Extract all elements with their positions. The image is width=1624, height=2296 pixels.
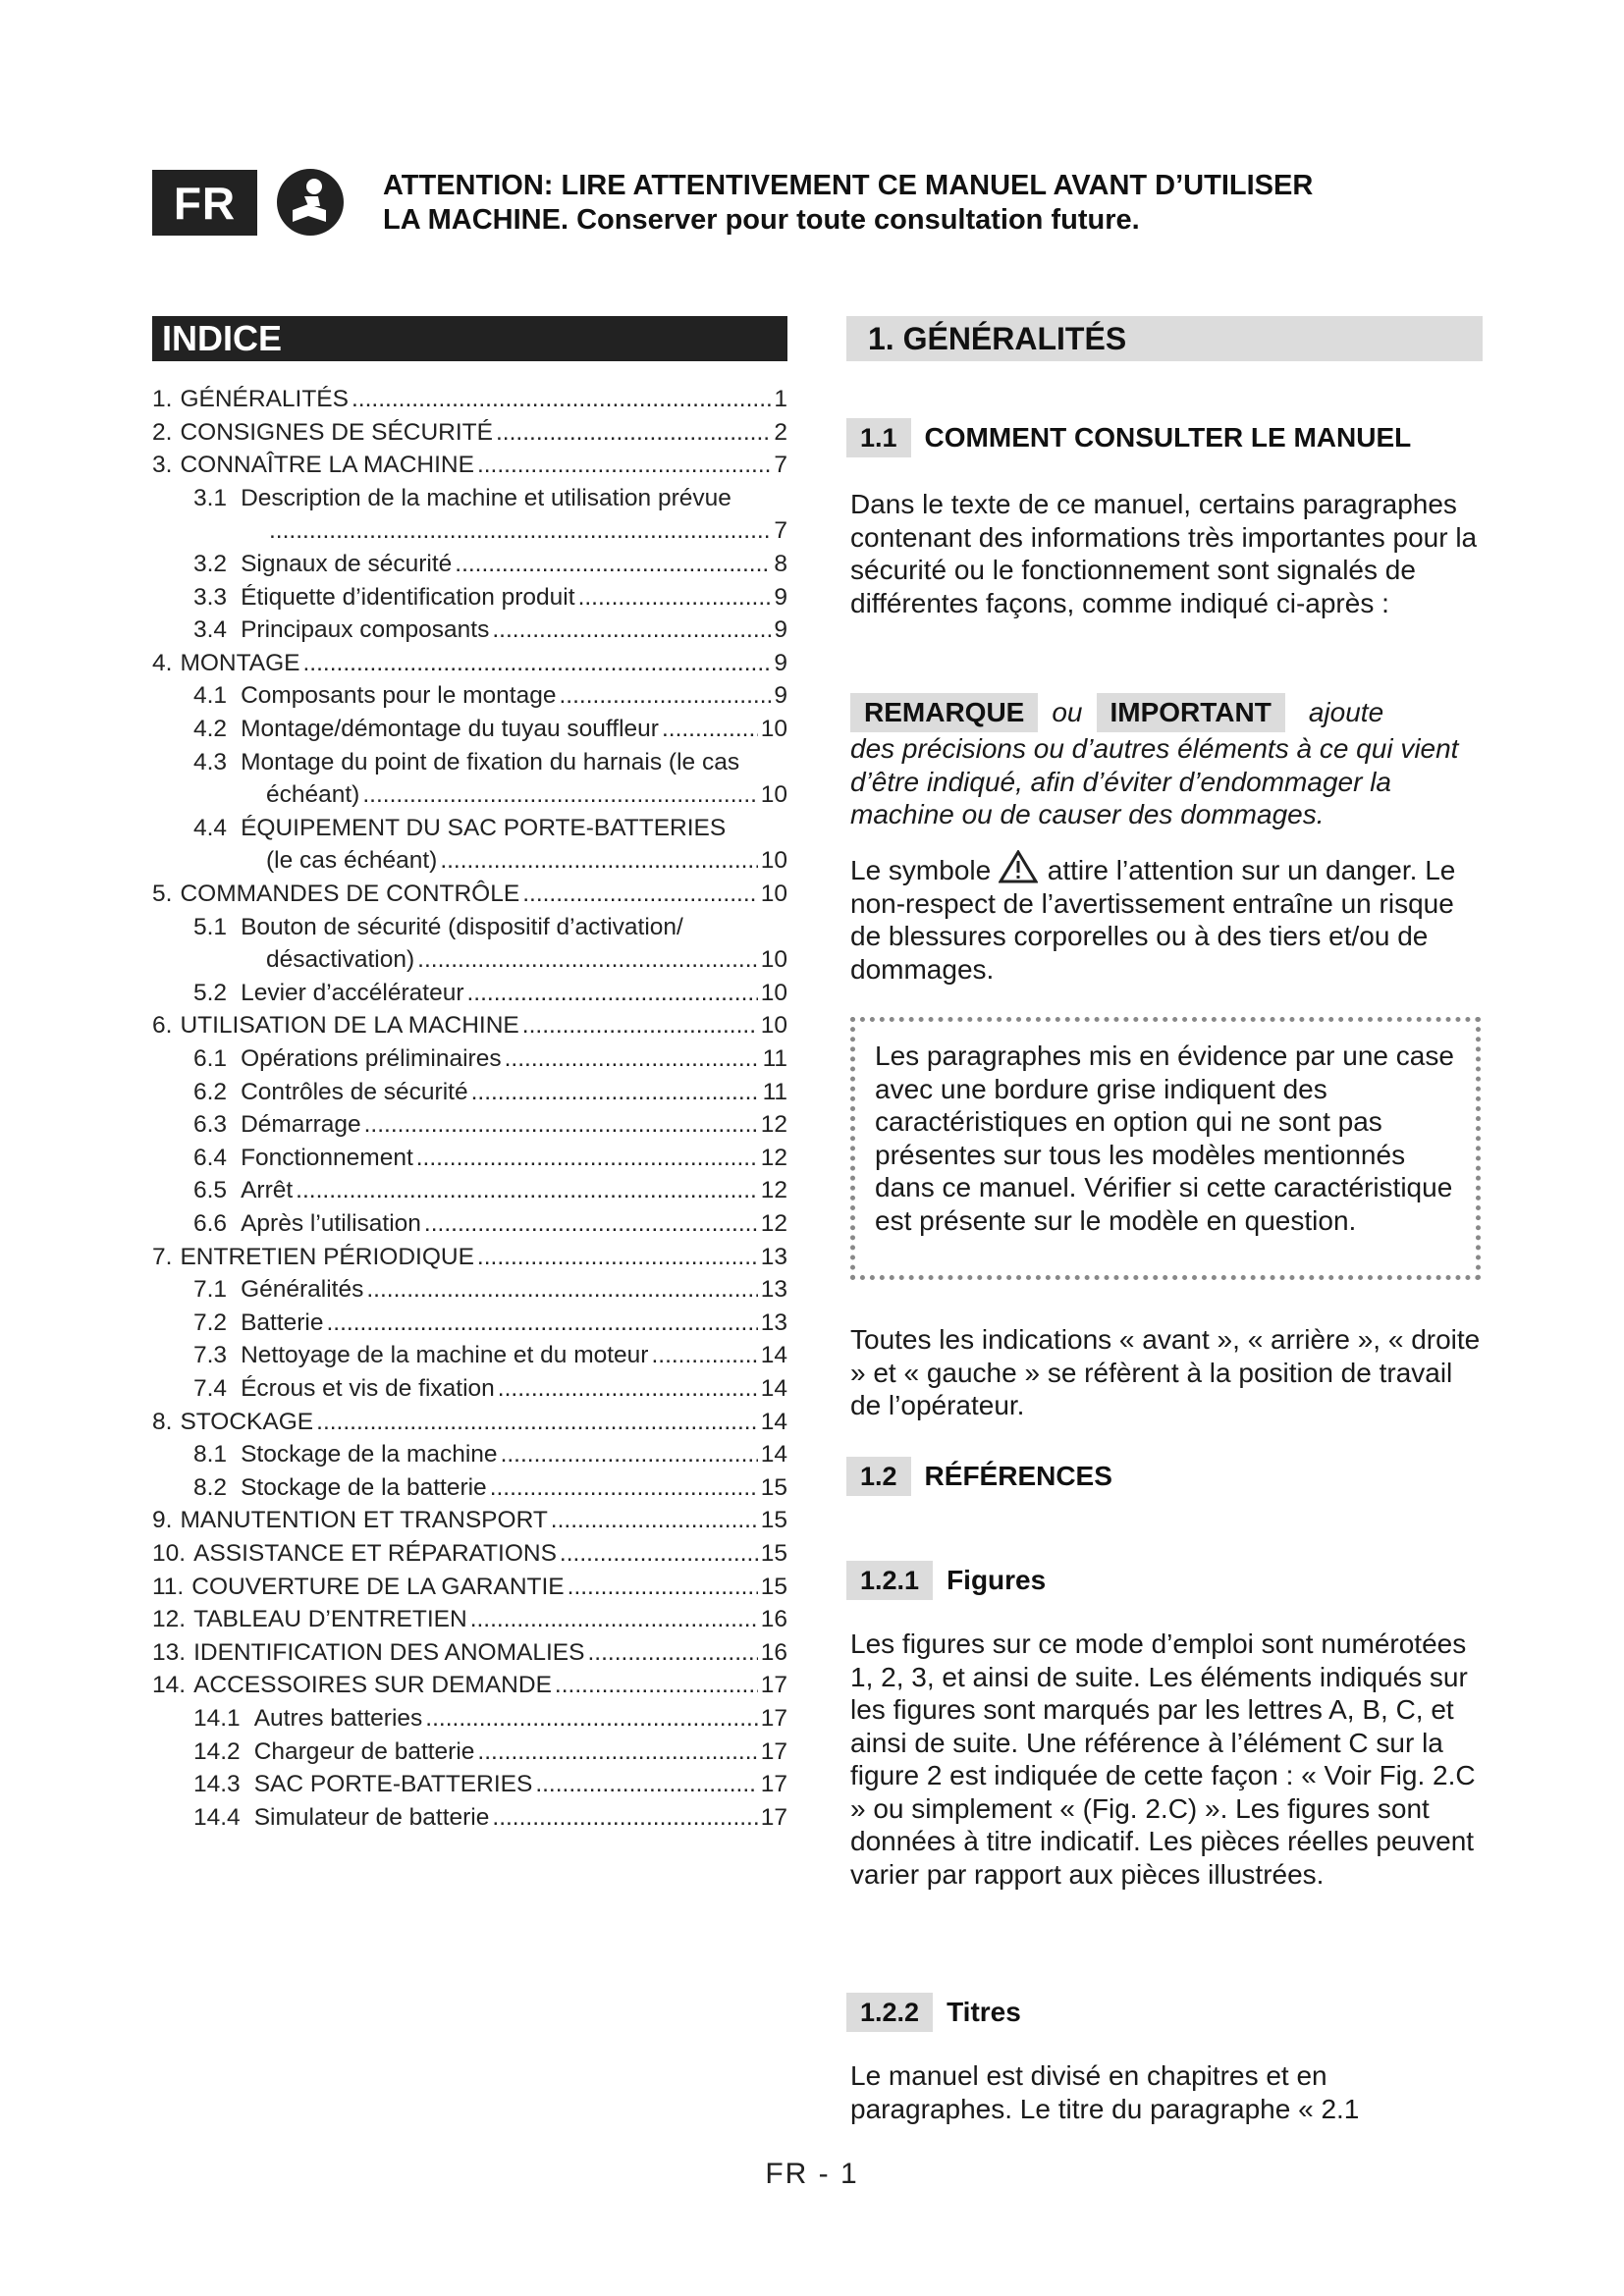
toc-number: 7. [152,1243,173,1270]
toc-leader-dots [505,1045,760,1073]
toc-page-number: 14 [760,1441,787,1468]
toc-entry [152,1436,787,1468]
subsection-1-2-1-heading [846,1561,1046,1600]
toc-leader-dots [587,1639,757,1667]
symbol-text-before: Le symbole [850,855,992,885]
toc-entry [152,711,787,743]
toc-page-number: 9 [774,682,787,710]
toc-entry [152,645,787,677]
toc-entry [152,1667,787,1699]
toc-number: 3.4 [193,616,228,644]
ou-text: ou [1052,697,1083,727]
read-manual-icon [275,167,346,238]
toc-page-number: 14 [760,1375,787,1402]
subsection-number: 1.1 [846,418,911,457]
toc-leader-dots [555,1672,758,1699]
toc-number: 8.1 [193,1441,228,1468]
toc-leader-dots [455,551,771,578]
toc-title-text: MONTAGE [180,649,300,676]
toc-entry [152,1041,787,1073]
toc-page-number: 12 [760,1177,787,1204]
toc-entry [152,381,787,413]
subsection-number: 1.2 [846,1457,911,1496]
figures-paragraph: Les figures sur ce mode d’emploi sont numérotées 1, 2, 3, et ainsi de suite. Les éléments indiqués sur les figures sont marqués par les lettres A, B, C, et ainsi de suite. Une référence à l’élément C sur la figure 2 est indiquée de cette façon : « Voir Fig. 2.C » ou simplement « (Fig. 2.C) ». Les figures sont données à titre indicatif. Les pièces réelles peuvent varier par rapport aux pièces illustrées. [850,1629,1476,1890]
toc-entry [152,776,787,809]
toc-entry [152,1766,787,1798]
toc-number: 7.3 [193,1342,228,1369]
toc-title-text: échéant) [266,781,360,809]
toc-entry [152,546,787,578]
toc-page-number: 10 [760,946,787,974]
toc-title-text: COUVERTURE DE LA GARANTIE [191,1573,565,1600]
toc-entry [152,1700,787,1733]
toc-page-number: 16 [760,1638,787,1666]
subsection-label: COMMENT CONSULTER LE MANUEL [924,422,1412,453]
toc-number: 6. [152,1012,173,1040]
toc-title-text: Arrêt [241,1177,294,1204]
toc-page-number: 1 [774,386,787,412]
toc-number: 7.2 [193,1308,228,1336]
toc-entry [152,1305,787,1337]
toc-number: 14.4 [193,1803,241,1831]
toc-leader-dots [269,517,771,545]
toc-title-text: Montage/démontage du tuyau souffleur [241,716,659,742]
toc-title-text: ENTRETIEN PÉRIODIQUE [180,1243,474,1270]
toc-entry [152,941,787,974]
toc-title-text: Fonctionnement [241,1144,413,1171]
toc-leader-dots [522,881,758,908]
attention-line-2: LA MACHINE. Conserver pour toute consultation future. [383,204,1140,236]
toc-title-text: Étiquette d’identification produit [241,583,575,611]
toc-leader-dots [440,847,757,875]
toc-leader-dots [417,946,758,974]
toc-page-number: 17 [760,1803,787,1831]
subsection-label: RÉFÉRENCES [924,1461,1112,1491]
toc-title-text: Levier d’accélérateur [241,979,464,1006]
toc-number: 11. [152,1573,185,1600]
directions-paragraph: Toutes les indications « avant », « arrière », « droite » et « gauche » se réfèrent à la position de travail de l’opérateur. [850,1324,1481,1420]
toc-title-text: Écrous et vis de fixation [241,1375,495,1402]
toc-leader-dots [471,1079,760,1106]
toc-entry [152,677,787,710]
toc-number: 3.2 [193,551,228,577]
toc-number: 5. [152,881,173,907]
toc-page-number: 12 [760,1111,787,1139]
toc-entry [152,1634,787,1667]
toc-leader-dots [578,584,772,612]
toc-entry [152,1799,787,1832]
toc-page-number: 17 [760,1705,787,1732]
toc-entry [152,975,787,1007]
toc-title-text: GÉNÉRALITÉS [180,386,349,412]
attention-notice [383,169,1483,238]
toc-number: 4.2 [193,716,228,742]
toc-title-text: ÉQUIPEMENT DU SAC PORTE-BATTERIES [241,814,727,841]
toc-title-text: Composants pour le montage [241,682,557,710]
toc-title-text: Autres batteries [253,1705,423,1732]
titres-paragraph: Le manuel est divisé en chapitres et en paragraphes. Le titre du paragraphe « 2.1 [850,2060,1360,2124]
toc-page-number: 17 [760,1737,787,1765]
toc-page-number: 2 [774,418,787,446]
toc-title-text: COMMANDES DE CONTRÔLE [180,881,520,907]
toc-entry [152,1370,787,1403]
toc-title: INDICE [152,316,787,361]
toc-page-number: 13 [760,1276,787,1304]
toc-entry [152,1007,787,1040]
toc-title-text: Après l’utilisation [241,1210,421,1237]
toc-title-text: Simulateur de batterie [253,1803,490,1831]
toc-page-number: 10 [760,1012,787,1040]
subsection-1-1-heading [846,418,1411,457]
toc-number: 4.4 [193,814,228,841]
toc-title-text: ASSISTANCE ET RÉPARATIONS [193,1540,557,1567]
toc-page-number: 10 [760,881,787,907]
toc-number: 10. [152,1540,187,1567]
toc-leader-dots [477,1738,757,1766]
toc-number: 7.4 [193,1375,228,1402]
toc-entry [152,1469,787,1502]
toc-page-number: 11 [762,1045,787,1072]
toc-entry [152,579,787,612]
toc-leader-dots [424,1210,758,1238]
toc-leader-dots [470,1606,758,1633]
toc-page-number: 13 [760,1243,787,1270]
toc-page-number: 15 [760,1507,787,1534]
toc-number: 4. [152,649,173,676]
warning-symbol-paragraph [850,850,1489,986]
toc-title-text: Nettoyage de la machine et du moteur [241,1342,649,1369]
toc-leader-dots [662,716,758,743]
toc-page-number: 8 [774,551,787,577]
toc-number: 5.1 [193,913,228,940]
toc-number: 3. [152,452,173,479]
toc-title-text: Opérations préliminaires [241,1045,502,1072]
page-number: FR - 1 [765,2158,859,2190]
toc-number: 4.1 [193,682,228,710]
toc-title-text: Démarrage [241,1111,361,1139]
toc-entry [152,842,787,875]
toc-title-text: Généralités [241,1276,364,1304]
toc-page-number: 12 [760,1210,787,1237]
toc-leader-dots [560,1540,758,1568]
toc-page-number: 9 [774,583,787,611]
toc-leader-dots [492,1804,757,1832]
toc-entry [152,612,787,644]
toc-page-number: 15 [760,1473,787,1501]
toc-title-text: Signaux de sécurité [241,551,453,577]
toc-title-text: SAC PORTE-BATTERIES [253,1771,533,1798]
toc-leader-dots [568,1574,758,1601]
toc-entry [152,480,787,512]
toc-leader-dots [490,1474,758,1502]
remarque-important-line [850,693,1397,732]
toc-title-text: (le cas échéant) [266,847,438,875]
toc-title-text: Bouton de sécurité (dispositif d’activation/ [241,913,683,940]
toc-title-text: STOCKAGE [180,1408,314,1435]
toc-leader-dots [522,1012,758,1040]
toc-entry [152,512,787,545]
toc-leader-dots [296,1177,758,1204]
toc-title-text: UTILISATION DE LA MACHINE [180,1012,519,1040]
toc-title-text: Principaux composants [241,616,490,644]
toc-page-number: 15 [760,1573,787,1600]
toc-number: 14.1 [193,1705,241,1732]
toc-leader-dots [496,419,771,447]
toc-leader-dots [535,1771,757,1798]
toc-number: 3.3 [193,583,228,611]
toc-entry [152,1140,787,1172]
attention-line-1: ATTENTION: LIRE ATTENTIVEMENT CE MANUEL AVANT D’UTILISER [383,170,1314,201]
toc-number: 14. [152,1672,187,1699]
toc-page-number: 10 [760,781,787,809]
toc-page-number: 15 [760,1540,787,1567]
toc-number: 8. [152,1408,173,1435]
toc-title-text: Contrôles de sécurité [241,1078,468,1105]
toc-page-number: 14 [760,1408,787,1435]
toc-entry [152,1535,787,1568]
toc-page-number: 13 [760,1308,787,1336]
toc-entry [152,1239,787,1271]
important-chip: IMPORTANT [1097,693,1285,732]
toc-entry [152,909,787,941]
toc-page-number: 9 [774,616,787,644]
toc-title-text: MANUTENTION ET TRANSPORT [180,1507,548,1534]
toc-page-number: 10 [760,716,787,742]
remarque-chip: REMARQUE [850,693,1038,732]
subsection-number: 1.2.2 [846,1993,933,2032]
toc-leader-dots [416,1145,758,1172]
subsection-1-2-heading [846,1457,1112,1496]
toc-entry [152,1502,787,1534]
language-badge: FR [152,170,257,236]
optional-feature-box [850,1017,1481,1280]
toc-number: 6.1 [193,1045,228,1072]
remarque-explanation: des précisions ou d’autres éléments à ce qui vient d’être indiqué, afin d’éviter d’endommager la machine ou de causer des dommages. [850,733,1459,829]
toc-page-number: 9 [774,649,787,676]
toc-number: 2. [152,418,173,446]
toc-leader-dots [492,616,771,644]
toc-number: 6.4 [193,1144,228,1171]
toc-entry [152,1734,787,1766]
toc-number: 6.3 [193,1111,228,1139]
toc-leader-dots [302,650,771,677]
toc-leader-dots [559,682,771,710]
toc-page-number: 10 [760,847,787,875]
toc-leader-dots [352,386,771,413]
toc-page-number: 14 [760,1342,787,1369]
toc-number: 9. [152,1507,173,1534]
toc-entry [152,414,787,447]
toc-leader-dots [467,980,758,1007]
ajoute-text: ajoute [1308,697,1384,727]
toc-title-text: TABLEAU D’ENTRETIEN [193,1606,467,1633]
section-title: 1. GÉNÉRALITÉS [846,316,1483,361]
warning-triangle-icon [999,850,1038,883]
toc-entry [152,876,787,908]
toc-leader-dots [425,1705,757,1733]
toc-page-number: 16 [760,1606,787,1633]
toc-number: 7.1 [193,1276,228,1304]
toc-title-text: IDENTIFICATION DES ANOMALIES [193,1638,585,1666]
toc-title-text: Batterie [241,1308,324,1336]
toc-leader-dots [498,1375,758,1403]
toc-number: 6.5 [193,1177,228,1204]
toc-title-text: désactivation) [266,946,415,974]
toc-leader-dots [366,1276,757,1304]
toc-leader-dots [651,1342,757,1369]
toc-entry [152,1404,787,1436]
toc-title-text: Stockage de la machine [241,1441,498,1468]
toc-entry [152,1337,787,1369]
toc-number: 6.2 [193,1078,228,1105]
toc-leader-dots [327,1309,758,1337]
toc-title-text: Montage du point de fixation du harnais (le cas [241,748,740,775]
toc-entry [152,1172,787,1204]
toc-page-number: 10 [760,979,787,1006]
toc-entry [152,1106,787,1139]
subsection-1-2-2-heading [846,1993,1021,2032]
toc-leader-dots [501,1441,758,1468]
toc-entry [152,1074,787,1106]
toc-page-number: 17 [760,1771,787,1798]
toc-number: 8.2 [193,1473,228,1501]
toc-number: 12. [152,1606,187,1633]
toc-entry [152,744,787,776]
symbol-text-after: attire l’attention sur un danger. Le non-respect de l’avertissement entraîne un risque de blessures corporelles ou à des tiers et/ou de dommages. [850,855,1456,985]
toc-number: 14.2 [193,1737,241,1765]
subsection-number: 1.2.1 [846,1561,933,1600]
toc-page-number: 11 [762,1078,787,1105]
toc-title-text: ACCESSOIRES SUR DEMANDE [193,1672,552,1699]
toc-leader-dots [477,452,771,479]
toc-leader-dots [551,1507,758,1534]
toc-title-text: Stockage de la batterie [241,1473,487,1501]
toc-entry [152,1205,787,1238]
toc-title-text: CONNAÎTRE LA MACHINE [180,452,474,479]
toc-entry [152,1569,787,1601]
toc-number: 5.2 [193,979,228,1006]
toc-number: 1. [152,386,173,412]
toc-leader-dots [364,1111,758,1139]
toc-page-number: 17 [760,1672,787,1699]
subsection-label: Titres [947,1997,1021,2027]
toc-leader-dots [316,1409,758,1436]
toc-title-text: Chargeur de batterie [253,1737,475,1765]
intro-paragraph: Dans le texte de ce manuel, certains paragraphes contenant des informations très importantes pour la sécurité ou le fonctionnement sont signalés de différentes façons, comme indiqué ci-après : [850,489,1478,618]
toc-number: 14.3 [193,1771,241,1798]
toc-page-number: 12 [760,1144,787,1171]
toc-entry [152,810,787,842]
toc-number: 6.6 [193,1210,228,1237]
toc-page-number: 7 [774,452,787,479]
toc-leader-dots [477,1244,758,1271]
toc-page-number: 7 [774,517,787,545]
toc-title-text: CONSIGNES DE SÉCURITÉ [180,418,493,446]
toc-number: 4.3 [193,748,228,775]
toc-entry [152,447,787,479]
toc-number: 3.1 [193,484,228,511]
toc-title-text: Description de la machine et utilisation prévue [241,484,731,511]
toc-entry [152,1601,787,1633]
toc-number: 13. [152,1638,187,1666]
toc-leader-dots [362,781,757,809]
toc-entry [152,1271,787,1304]
subsection-label: Figures [947,1565,1047,1595]
optional-feature-text: Les paragraphes mis en évidence par une case avec une bordure grise indiquent des caractéristiques en option qui ne sont pas présentes sur tous les modèles mentionnés dans ce manuel. Vérifier si cette caractéristique est présente sur le modèle en question. [875,1041,1454,1236]
